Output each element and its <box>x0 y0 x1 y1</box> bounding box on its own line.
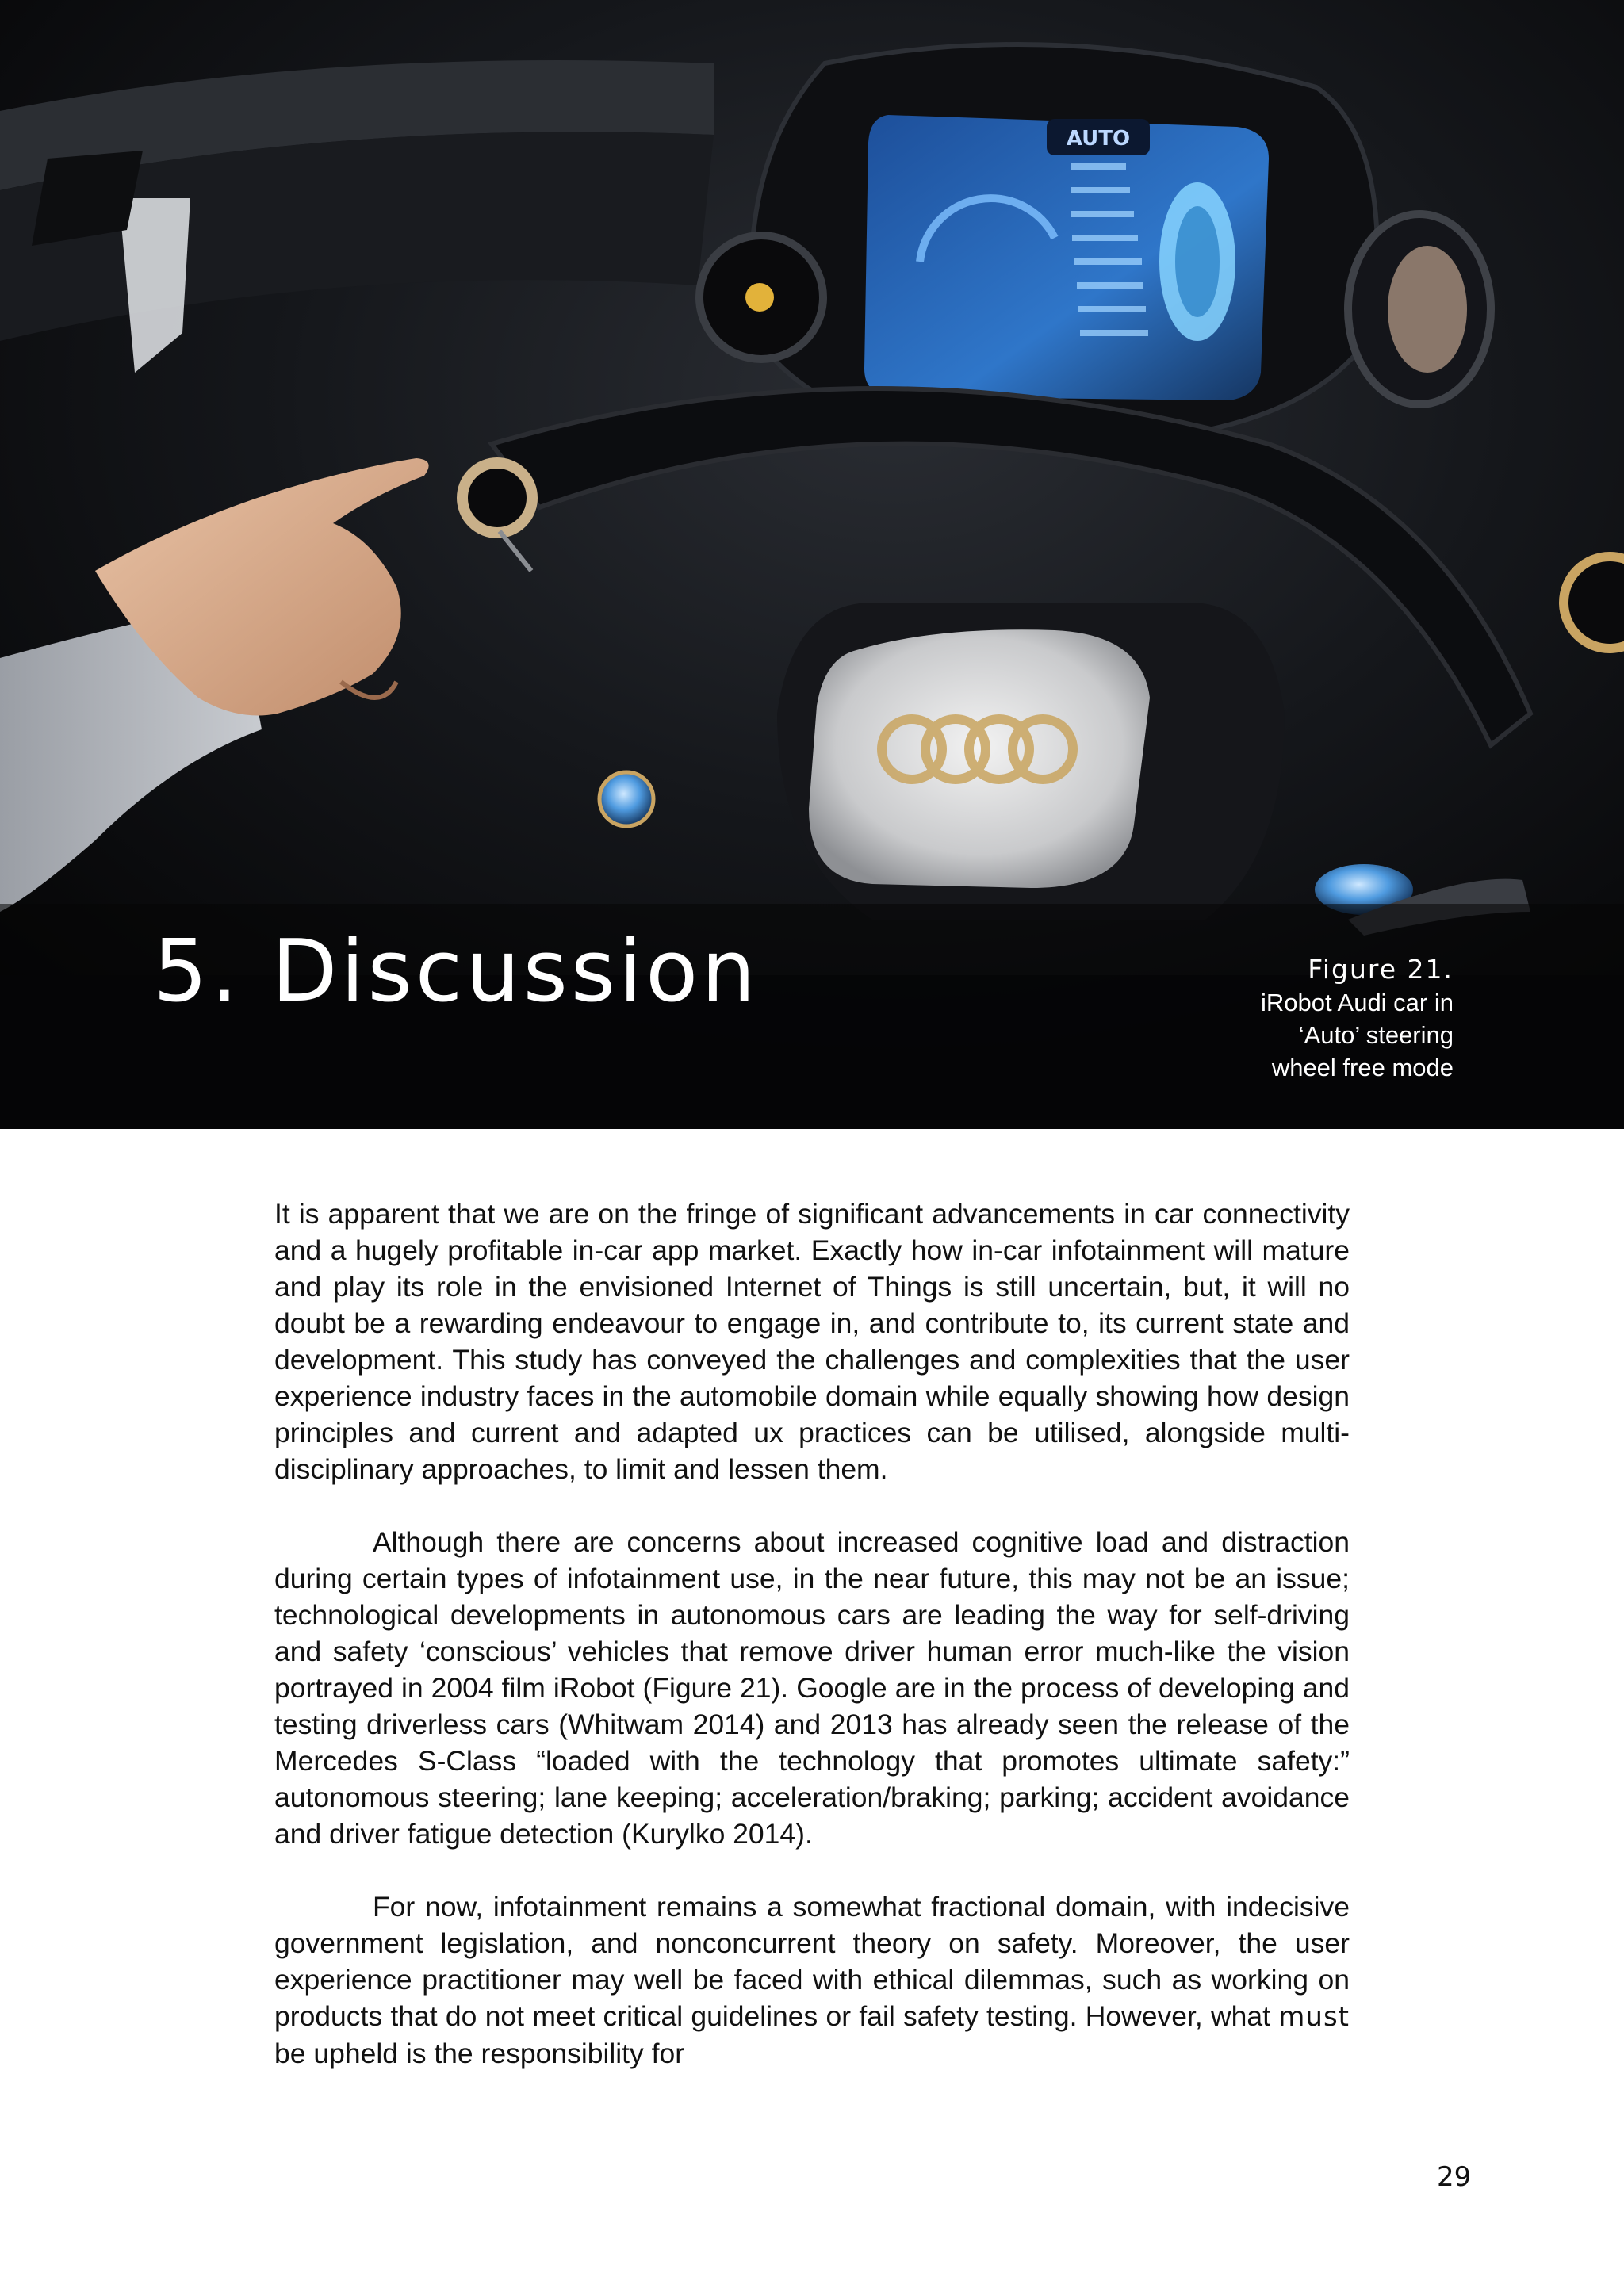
caption-line: ‘Auto’ steering <box>1298 1021 1454 1049</box>
section-heading: 5. Discussion <box>153 922 759 1021</box>
page-number: 29 <box>1437 2161 1472 2193</box>
hero-figure <box>0 0 1624 1129</box>
paragraph-infotainment <box>274 1888 1350 2072</box>
figure-label: Figure 21. <box>1308 954 1454 985</box>
auto-badge-label: AUTO <box>1066 127 1131 151</box>
paragraph-intro: It is apparent that we are on the fringe of significant advancements in car connectivity and a hugely profitable in-car app market. Exactly how in-car infotainment will mature and play its role in the envisioned Internet of Things is still uncertain, but, it will no doubt be a rewarding endeavour to engage in, and contribute to, its current state and development. This study has conveyed the challenges and complexities that the user experience industry faces in the automobile domain while equally showing how design principles and current and adapted ux practices can be utilised, alongside multi-disciplinary approaches, to limit and lessen them. <box>274 1198 1350 1485</box>
paragraph-text-end: be upheld is the responsibility for <box>274 2038 685 2069</box>
caption-line: wheel free mode <box>1271 1054 1454 1081</box>
figure-caption <box>1200 953 1454 1084</box>
emphasis-must: must <box>1278 2001 1350 2033</box>
caption-line: iRobot Audi car in <box>1261 989 1454 1016</box>
paragraph-text-start: For now, infotainment remains a somewhat fractional domain, with indecisive government legislation, and nonconcurrent theory on safety. Moreover, the user experience practitioner may well be faced with ethical dilemmas, such as working on products that do not meet critical guidelines or fail safety testing. However, what <box>274 1891 1350 2032</box>
paragraph-autonomous-cars: Although there are concerns about increased cognitive load and distraction during certain types of infotainment use, in the near future, this may not be an issue; technological developments in autonomous cars are leading the way for self-driving and safety ‘conscious’ vehicles that remove driver human error much-like the vision portrayed in 2004 film iRobot (Figure 21). Google are in the process of developing and testing driverless cars (Whitwam 2014) and 2013 has already seen the release of the Mercedes S-Class “loaded with the technology that promotes ultimate safety:” autonomous steering; lane keeping; acceleration/braking; parking; accident avoidance and driver fatigue detection (Kurylko 2014). <box>274 1526 1350 1850</box>
body-text <box>274 1196 1350 2108</box>
